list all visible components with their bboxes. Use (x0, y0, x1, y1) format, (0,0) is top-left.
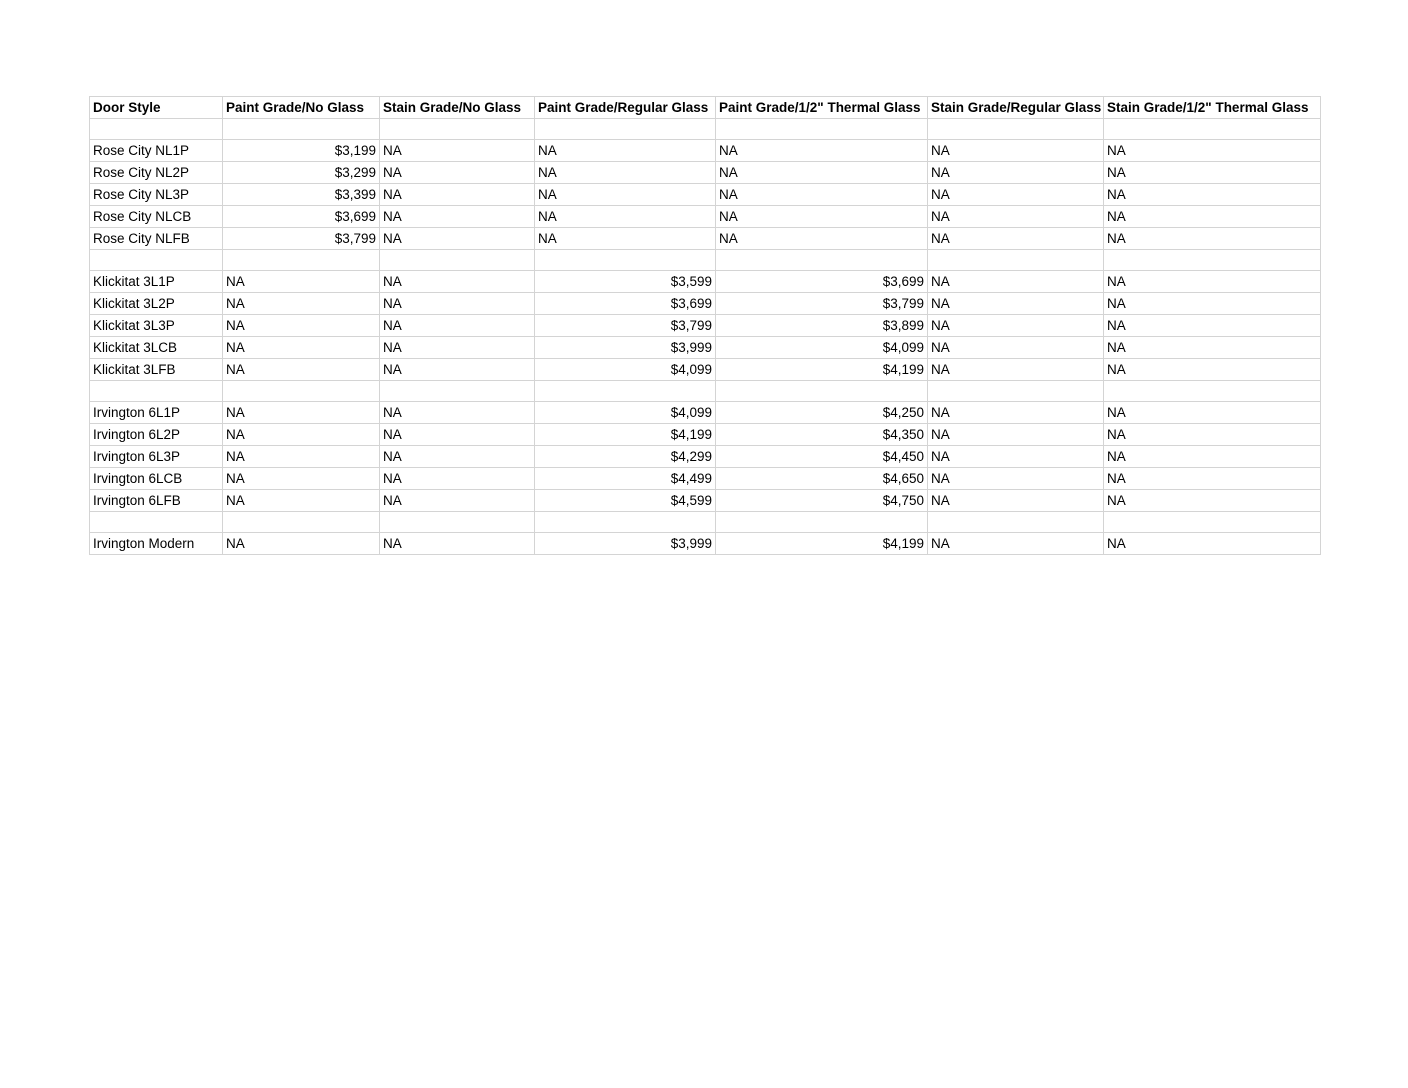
empty-cell (535, 119, 716, 140)
table-row (90, 162, 1321, 184)
price-cell: NA (1104, 315, 1321, 337)
empty-cell (1104, 381, 1321, 402)
price-cell: NA (223, 271, 380, 293)
price-cell: NA (1104, 184, 1321, 206)
price-cell: NA (928, 228, 1104, 250)
price-cell: $3,399 (223, 184, 380, 206)
price-cell: $4,099 (535, 359, 716, 381)
price-cell: NA (1104, 337, 1321, 359)
price-cell: $3,199 (223, 140, 380, 162)
door-style-cell: Irvington 6L1P (90, 402, 223, 424)
price-cell: NA (223, 359, 380, 381)
price-cell: $4,350 (716, 424, 928, 446)
empty-cell (223, 119, 380, 140)
price-cell: NA (535, 206, 716, 228)
price-cell: $3,699 (716, 271, 928, 293)
table-row (90, 402, 1321, 424)
price-cell: NA (535, 184, 716, 206)
price-cell: $3,799 (716, 293, 928, 315)
door-style-cell: Klickitat 3L3P (90, 315, 223, 337)
price-cell: NA (380, 162, 535, 184)
price-cell: $4,650 (716, 468, 928, 490)
price-cell: $3,299 (223, 162, 380, 184)
table-row (90, 228, 1321, 250)
price-cell: NA (223, 315, 380, 337)
price-cell: NA (380, 533, 535, 555)
table-row (90, 206, 1321, 228)
empty-cell (535, 250, 716, 271)
column-header: Stain Grade/Regular Glass (928, 97, 1104, 119)
spacer-row (90, 381, 1321, 402)
door-style-cell: Rose City NLFB (90, 228, 223, 250)
price-cell: NA (928, 271, 1104, 293)
price-cell: NA (380, 184, 535, 206)
price-cell: NA (716, 140, 928, 162)
price-cell: NA (380, 140, 535, 162)
price-cell: NA (380, 446, 535, 468)
spacer-row (90, 512, 1321, 533)
price-cell: NA (716, 228, 928, 250)
door-style-cell: Irvington 6L3P (90, 446, 223, 468)
column-header: Door Style (90, 97, 223, 119)
empty-cell (380, 119, 535, 140)
price-cell: $4,599 (535, 490, 716, 512)
price-cell: NA (1104, 359, 1321, 381)
door-style-cell: Irvington 6LCB (90, 468, 223, 490)
price-cell: NA (928, 533, 1104, 555)
table-row (90, 446, 1321, 468)
table-row (90, 184, 1321, 206)
table-row (90, 293, 1321, 315)
door-style-cell: Klickitat 3L2P (90, 293, 223, 315)
price-cell: NA (928, 206, 1104, 228)
price-cell: NA (535, 140, 716, 162)
door-style-cell: Rose City NLCB (90, 206, 223, 228)
empty-cell (928, 512, 1104, 533)
door-style-cell: Irvington 6LFB (90, 490, 223, 512)
column-header: Paint Grade/1/2" Thermal Glass (716, 97, 928, 119)
table-row (90, 468, 1321, 490)
table-row (90, 424, 1321, 446)
price-cell: $4,199 (716, 533, 928, 555)
empty-cell (223, 250, 380, 271)
price-cell: NA (928, 490, 1104, 512)
price-cell: NA (928, 337, 1104, 359)
price-cell: NA (223, 293, 380, 315)
price-cell: $4,299 (535, 446, 716, 468)
empty-cell (716, 250, 928, 271)
price-cell: NA (1104, 424, 1321, 446)
price-cell: NA (928, 293, 1104, 315)
price-cell: $3,699 (535, 293, 716, 315)
price-cell: NA (1104, 271, 1321, 293)
table-row (90, 359, 1321, 381)
price-cell: $4,250 (716, 402, 928, 424)
price-cell: NA (223, 446, 380, 468)
table-row (90, 533, 1321, 555)
price-cell: NA (928, 140, 1104, 162)
price-cell: NA (380, 228, 535, 250)
price-cell: NA (223, 490, 380, 512)
door-style-cell: Rose City NL1P (90, 140, 223, 162)
price-cell: NA (223, 468, 380, 490)
price-cell: NA (928, 424, 1104, 446)
table-row (90, 271, 1321, 293)
empty-cell (928, 250, 1104, 271)
price-cell: NA (716, 162, 928, 184)
empty-cell (223, 512, 380, 533)
price-cell: NA (380, 206, 535, 228)
price-cell: NA (380, 402, 535, 424)
price-cell: $3,799 (223, 228, 380, 250)
door-style-cell: Irvington 6L2P (90, 424, 223, 446)
price-cell: NA (928, 315, 1104, 337)
price-cell: NA (223, 424, 380, 446)
column-header: Stain Grade/1/2" Thermal Glass (1104, 97, 1321, 119)
price-cell: NA (928, 162, 1104, 184)
price-cell: NA (380, 337, 535, 359)
door-style-cell: Rose City NL3P (90, 184, 223, 206)
price-cell: NA (380, 271, 535, 293)
price-cell: NA (716, 184, 928, 206)
price-cell: NA (223, 533, 380, 555)
price-cell: NA (223, 402, 380, 424)
column-header: Paint Grade/No Glass (223, 97, 380, 119)
empty-cell (90, 381, 223, 402)
price-cell: $4,099 (716, 337, 928, 359)
price-cell: NA (380, 424, 535, 446)
price-cell: NA (1104, 162, 1321, 184)
empty-cell (90, 512, 223, 533)
spacer-row (90, 119, 1321, 140)
price-cell: NA (716, 206, 928, 228)
price-cell: $3,799 (535, 315, 716, 337)
empty-cell (928, 119, 1104, 140)
door-style-cell: Klickitat 3L1P (90, 271, 223, 293)
price-cell: $4,199 (716, 359, 928, 381)
price-cell: NA (1104, 446, 1321, 468)
table-row (90, 490, 1321, 512)
empty-cell (1104, 119, 1321, 140)
price-cell: NA (928, 402, 1104, 424)
empty-cell (1104, 512, 1321, 533)
price-cell: $4,750 (716, 490, 928, 512)
price-cell: NA (1104, 293, 1321, 315)
empty-cell (535, 512, 716, 533)
price-cell: $4,099 (535, 402, 716, 424)
empty-cell (535, 381, 716, 402)
table-row (90, 315, 1321, 337)
empty-cell (928, 381, 1104, 402)
price-cell: NA (928, 468, 1104, 490)
price-cell: $3,999 (535, 337, 716, 359)
price-cell: NA (928, 184, 1104, 206)
spacer-row (90, 250, 1321, 271)
price-cell: $3,899 (716, 315, 928, 337)
price-cell: $3,999 (535, 533, 716, 555)
empty-cell (716, 119, 928, 140)
price-cell: $4,499 (535, 468, 716, 490)
empty-cell (380, 250, 535, 271)
price-cell: NA (1104, 206, 1321, 228)
price-cell: $3,699 (223, 206, 380, 228)
price-cell: $4,450 (716, 446, 928, 468)
empty-cell (90, 250, 223, 271)
table-row (90, 337, 1321, 359)
price-cell: NA (380, 468, 535, 490)
price-cell: NA (535, 228, 716, 250)
price-cell: NA (380, 359, 535, 381)
price-cell: NA (380, 293, 535, 315)
table-row (90, 140, 1321, 162)
price-cell: NA (223, 337, 380, 359)
empty-cell (380, 381, 535, 402)
empty-cell (380, 512, 535, 533)
empty-cell (223, 381, 380, 402)
door-style-cell: Rose City NL2P (90, 162, 223, 184)
price-cell: NA (1104, 140, 1321, 162)
price-cell: $4,199 (535, 424, 716, 446)
door-style-cell: Irvington Modern (90, 533, 223, 555)
column-header: Paint Grade/Regular Glass (535, 97, 716, 119)
door-style-cell: Klickitat 3LCB (90, 337, 223, 359)
empty-cell (716, 512, 928, 533)
price-cell: NA (928, 359, 1104, 381)
price-cell: $3,599 (535, 271, 716, 293)
price-cell: NA (380, 315, 535, 337)
empty-cell (1104, 250, 1321, 271)
empty-cell (90, 119, 223, 140)
price-cell: NA (1104, 402, 1321, 424)
price-table (89, 96, 1321, 555)
price-cell: NA (1104, 228, 1321, 250)
empty-cell (716, 381, 928, 402)
price-cell: NA (1104, 468, 1321, 490)
header-row (90, 97, 1321, 119)
column-header: Stain Grade/No Glass (380, 97, 535, 119)
price-cell: NA (380, 490, 535, 512)
price-cell: NA (928, 446, 1104, 468)
table-body (90, 119, 1321, 555)
door-style-cell: Klickitat 3LFB (90, 359, 223, 381)
price-cell: NA (1104, 490, 1321, 512)
price-cell: NA (535, 162, 716, 184)
price-cell: NA (1104, 533, 1321, 555)
